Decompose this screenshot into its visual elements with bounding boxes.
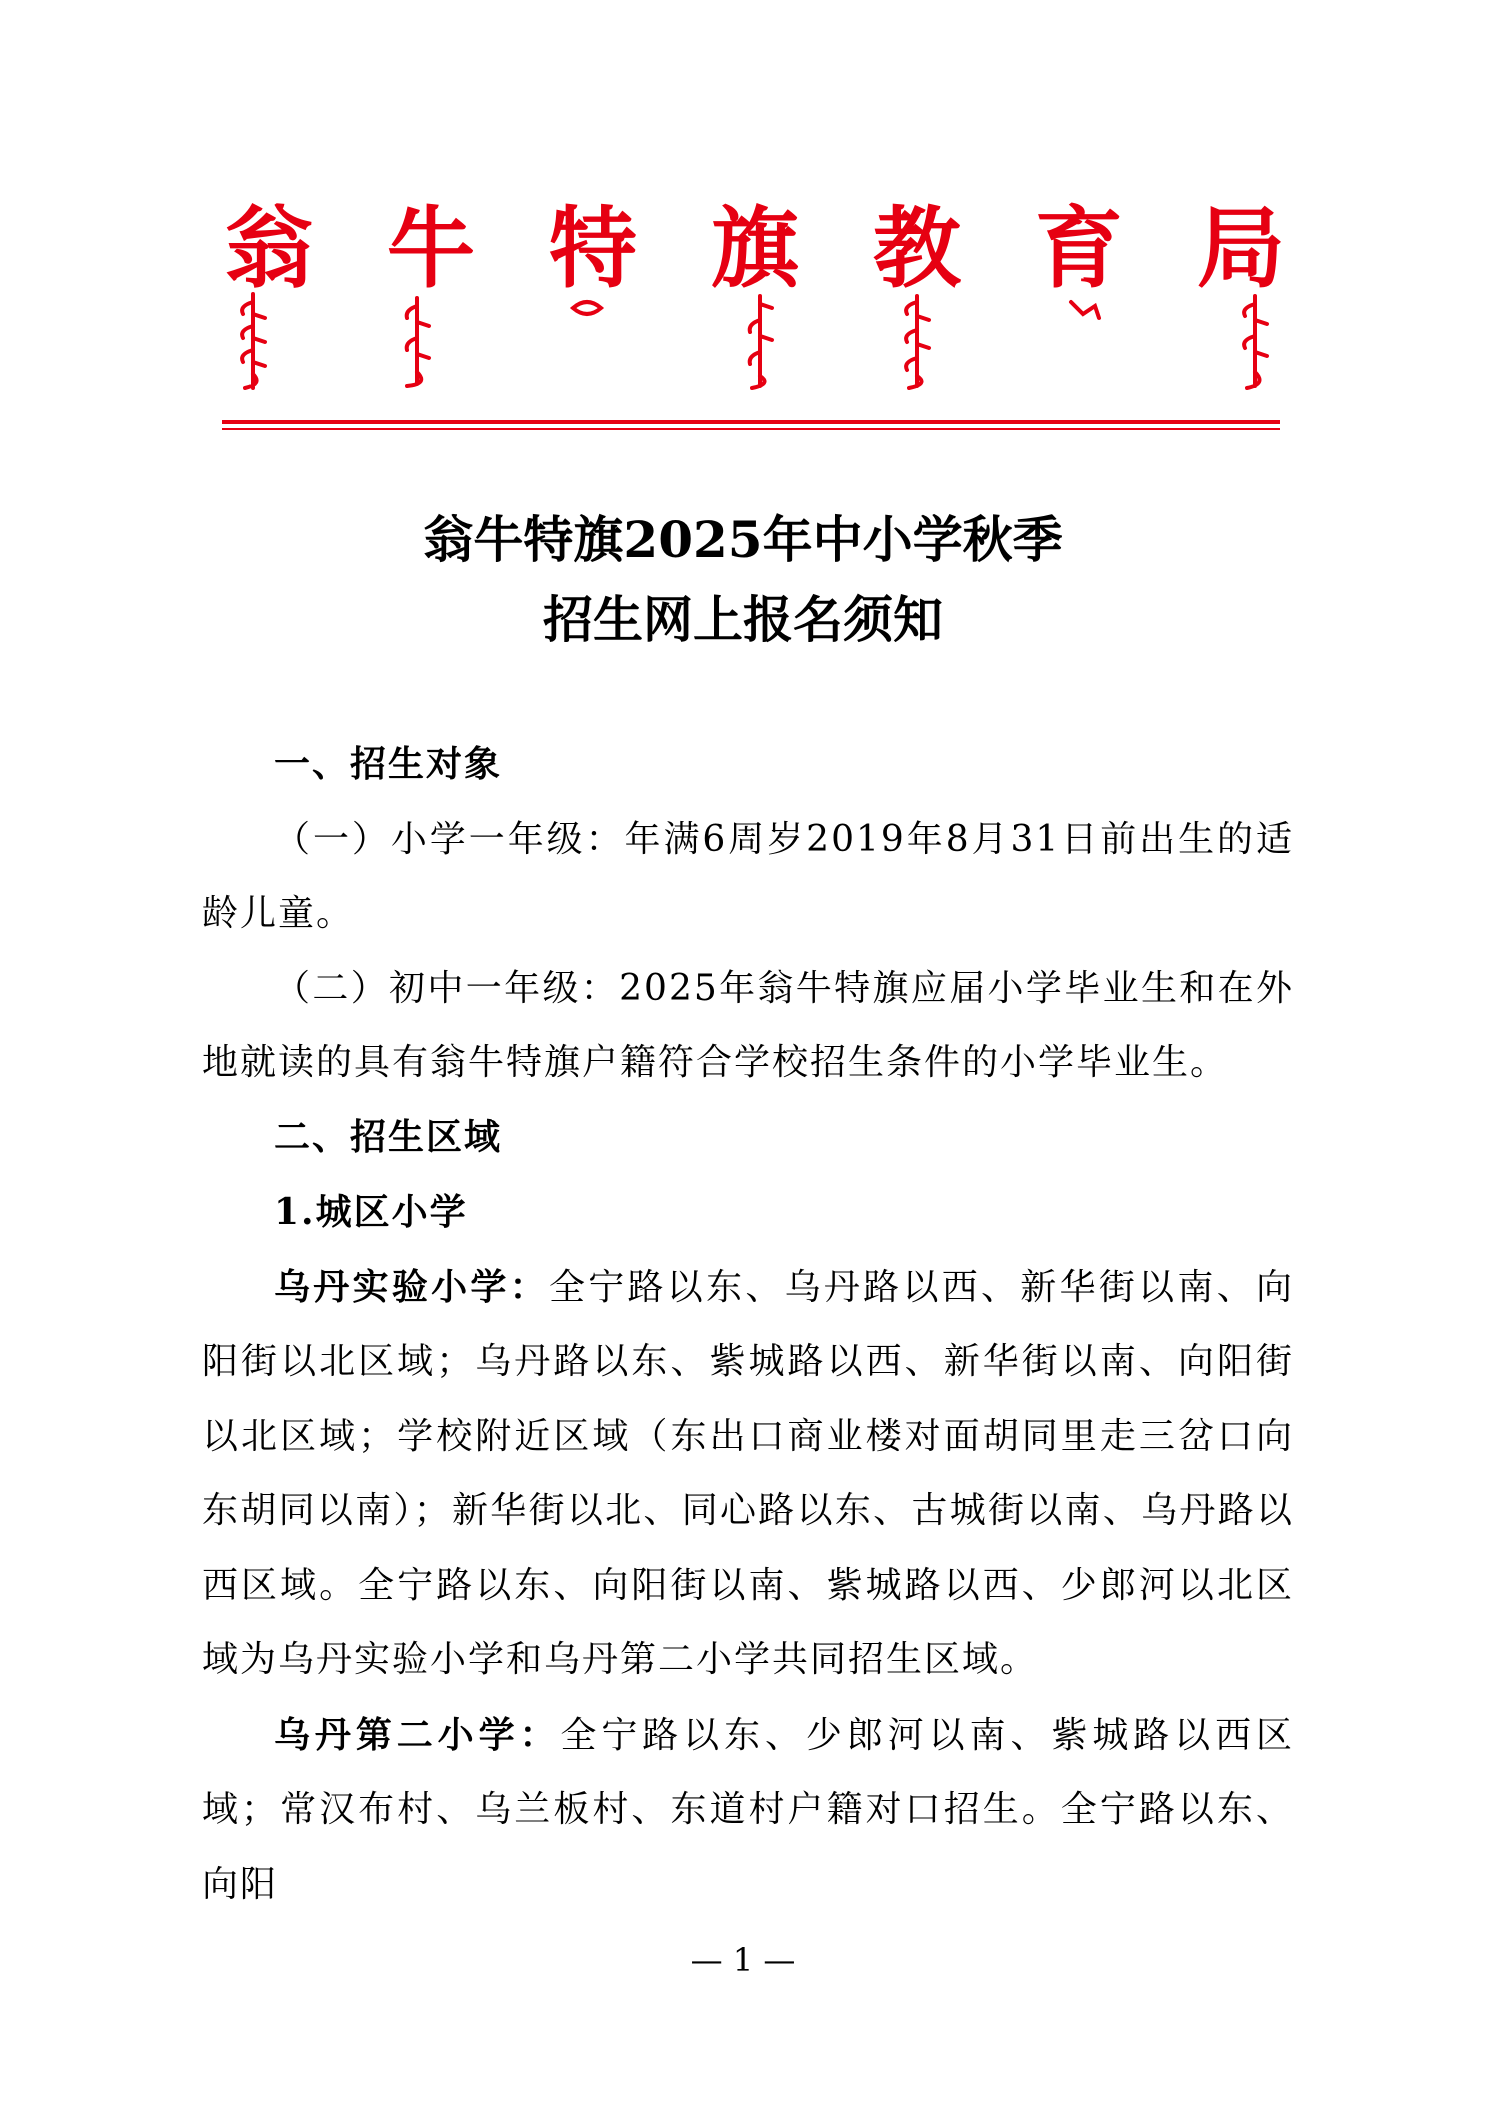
letterhead-char: 局: [1196, 196, 1285, 300]
mongolian-script-logo: [225, 292, 1285, 402]
section-heading: 一、招生对象: [274, 744, 503, 785]
paragraph: [202, 1698, 1294, 1923]
school-description: 全宁路以东、乌丹路以西、新华街以南、向阳街以北区域；乌丹路以东、紫城路以西、新华街以南、向阳街以北区域；学校附近区域（东出口商业楼对面胡同里走三岔口向东胡同以南）；新华街以北、同心路以东、古城街以南、乌丹路以西区域。全宁路以东、向阳街以南、紫城路以西、少郎河以北区域为乌丹实验小学和乌丹第二小学共同招生区域。: [202, 1266, 1294, 1680]
letterhead-title: [225, 198, 1285, 298]
divider-thin-line: [222, 428, 1280, 430]
school-description: 全宁路以东、少郎河以南、紫城路以西区域；常汉布村、乌兰板村、东道村户籍对口招生。全宁路以东、向阳: [202, 1714, 1294, 1905]
section-heading: 二、招生区域: [274, 1116, 503, 1158]
mongolian-word-glyph: [1235, 292, 1275, 392]
paragraph: （一）小学一年级：年满6周岁2019年8月31日前出生的适龄儿童。: [202, 818, 1294, 934]
document-title: [0, 500, 1486, 660]
letterhead-divider: [222, 420, 1280, 432]
mongolian-word-glyph: [740, 292, 780, 392]
mongolian-word-glyph: [233, 292, 273, 392]
letterhead-char: 旗: [710, 196, 799, 300]
school-name: 乌丹第二小学：: [274, 1713, 561, 1756]
mongolian-word-glyph: [567, 292, 607, 332]
page-number: — 1 —: [690, 1941, 796, 1979]
letterhead-char: 翁: [225, 196, 314, 300]
letterhead-char: 教: [872, 196, 961, 300]
mongolian-word-glyph: [1065, 292, 1105, 332]
letterhead-char: 特: [548, 196, 637, 300]
letterhead-char: 育: [1034, 196, 1123, 300]
document-title-line2: 招生网上报名须知: [543, 590, 943, 649]
mongolian-word-glyph: [397, 292, 437, 392]
paragraph: （二）初中一年级：2025年翁牛特旗应届小学毕业生和在外地就读的具有翁牛特旗户籍符合学校招生条件的小学毕业生。: [202, 967, 1294, 1083]
paragraph: [202, 1250, 1294, 1698]
letterhead-char: 牛: [386, 196, 475, 300]
subsection-heading: 1.城区小学: [274, 1191, 468, 1233]
mongolian-word-glyph: [897, 292, 937, 392]
document-body: [202, 728, 1294, 1922]
document-title-line1: 翁牛特旗2025年中小学秋季: [423, 510, 1063, 569]
school-name: 乌丹实验小学：: [274, 1265, 549, 1308]
divider-thick-line: [222, 420, 1280, 424]
